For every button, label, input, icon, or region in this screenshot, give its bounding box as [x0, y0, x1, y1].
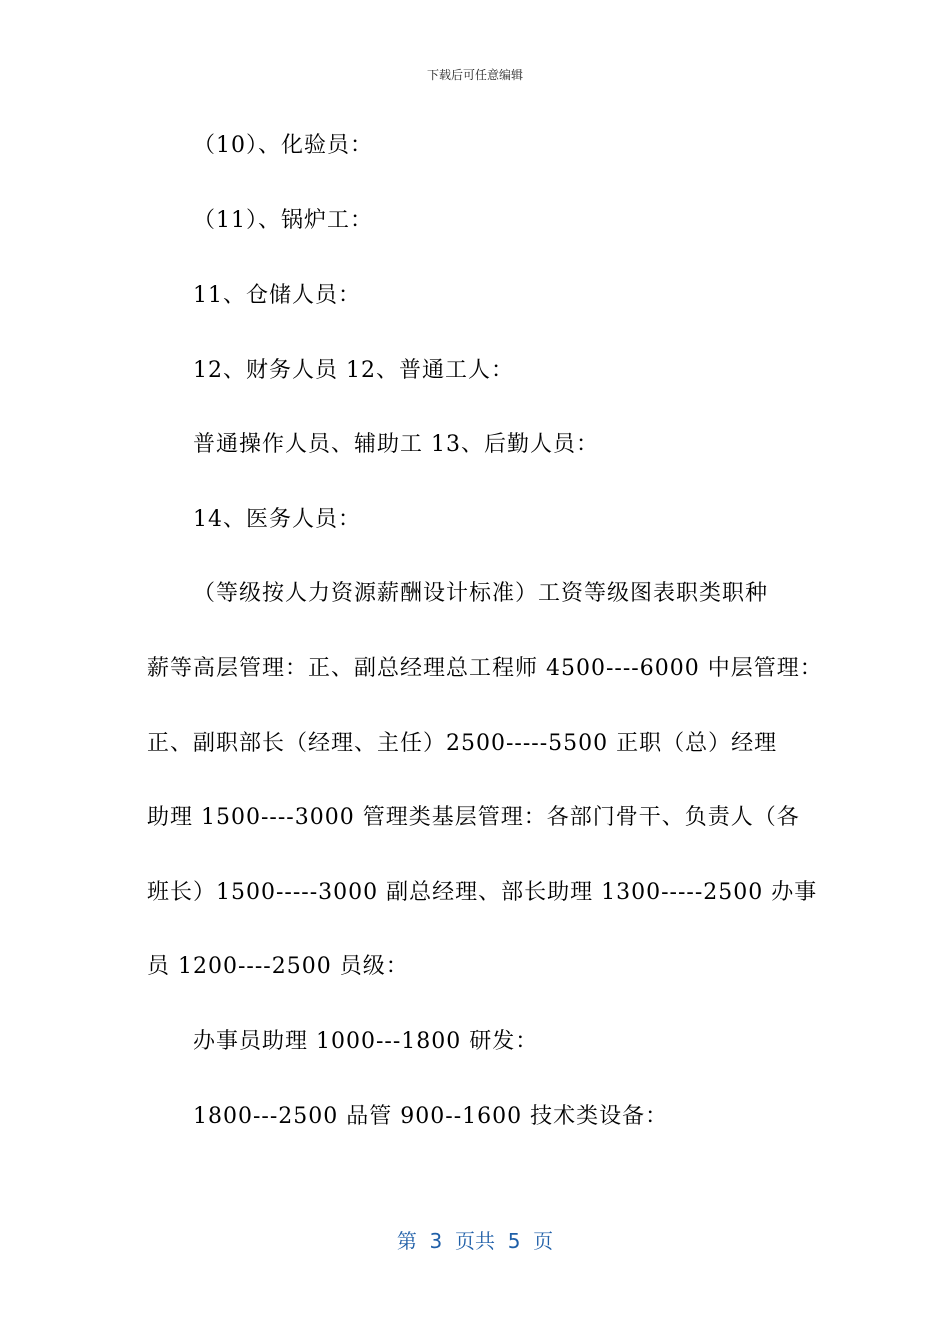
- text-line: 办事员助理 1000---1800 研发：: [193, 1029, 539, 1054]
- text-line: （10）、化验员：: [193, 133, 373, 158]
- text-line: （11）、锅炉工：: [193, 208, 373, 233]
- text-line: 14、医务人员：: [193, 507, 361, 532]
- text-line: 薪等高层管理：正、副总经理总工程师 4500----6000 中层管理：: [147, 656, 823, 681]
- page-header: 下载后可任意编辑: [426, 68, 523, 82]
- text-line: 11、仓储人员：: [193, 283, 361, 308]
- page-number-footer: 第 3 页共 5 页: [396, 1229, 554, 1253]
- text-line: 1800---2500 品管 900--1600 技术类设备：: [193, 1104, 669, 1129]
- text-line: 助理 1500----3000 管理类基层管理：各部门骨干、负责人（各: [147, 805, 800, 830]
- text-line: 班长）1500-----3000 副总经理、部长助理 1300-----2500 办事: [147, 880, 818, 905]
- text-line: 12、财务人员 12、普通工人：: [193, 358, 514, 383]
- text-line: 普通操作人员、辅助工 13、后勤人员：: [193, 432, 599, 457]
- text-line: （等级按人力资源薪酬设计标准）工资等级图表职类职种: [193, 581, 769, 606]
- text-line: 正、副职部长（经理、主任）2500-----5500 正职（总）经理: [147, 731, 778, 756]
- text-line: 员 1200----2500 员级：: [147, 954, 409, 979]
